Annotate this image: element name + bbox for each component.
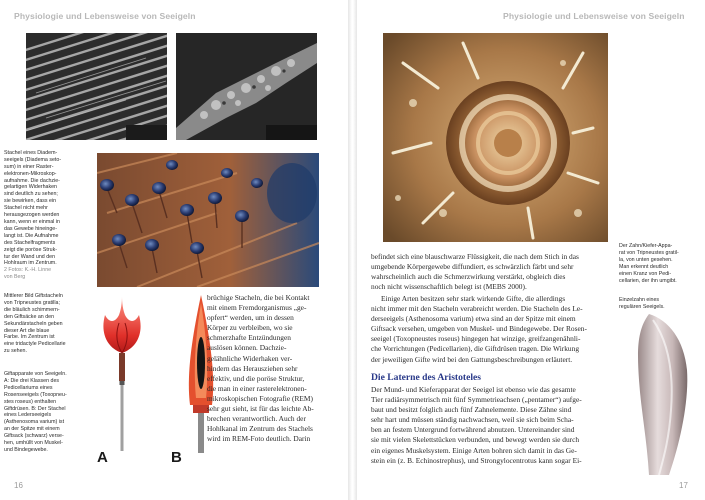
jaw-apparatus-image (383, 33, 608, 242)
diagram-pedicellaria (97, 293, 147, 463)
section-heading-aristotle-lantern: Die Laterne des Aristoteles (371, 372, 482, 383)
sem-fragment-image (176, 33, 317, 140)
poison-spines-photo (97, 153, 319, 287)
jaw-apparatus-photo (383, 33, 608, 242)
diagram-label-a: A (97, 449, 108, 466)
right-page (357, 0, 705, 500)
single-tooth-image (619, 310, 703, 480)
poison-spines-image (97, 153, 319, 287)
book-gutter (348, 0, 357, 500)
caption-single-tooth: Einzelzahn eines regulären Seeigels. (619, 297, 665, 310)
left-body-text: brüchige Stacheln, die bei Kontakt mit einem Fremdorganismus „ge- opfert“ werden, um in dessen Körper zu verbleiben, wo sie schmerzhafte Entzündungen auslösen können. Dachzie- gelähnliche Widerhaken ver- hindern das Herausziehen sehr effektiv, und die poröse Struktur, die man in einer rasterelektronen- mikroskopischen Fotografie (REM) sehr gut sieht, ist für das leichte Ab- brechen verantwortlich. Auch der Hohlkanal im Zentrum des Stachels wird im REM-Foto deutlich. Darin (207, 293, 314, 444)
left-running-head: Physiologie und Lebensweise von Seeigeln (14, 11, 196, 21)
right-body-text-3: Der Mund- und Kieferapparat der Seeigel ist ebenso wie das gesamte Tier radiärsymmetrisch mit fünf Symmetrieachsen („pentamer“) aufge- baut und besitzt folglich auch fünf Zahnelemente. Diese Zähne sind sehr hart und müssen ständig nachwachsen, weil sie sich beim Scha- ben an festem Untergrund fortwährend abnutzen. Untereinander sind sie mit vielen Skelettstücken verbunden, und bewegt werden sie durch ein eigenes Muskelsystem. Einige Arten bohren sich damit in das Ge- stein ein (z. B. Echinostrephus), und Strongylocentrotus kann sogar Ei- (371, 385, 582, 465)
diagram-label-b: B (171, 449, 182, 466)
right-running-head: Physiologie und Lebensweise von Seeigeln (503, 11, 685, 21)
right-folio: 17 (679, 481, 688, 490)
sem-spine-photo (26, 33, 167, 140)
caption-poison-apparatus: Giftapparate von Seeigeln. A: Die drei Klassen des Pedicellariums eines Rosenseeigels (Toxopneu- stes roseus) enthalten Giftdrüsen. B: Der Stachel eines Lederseeigels (Asthenosoma varium) ist an der Spitze mit einem Giftsack (schwarz) verse- hen, umhüllt von Muskel- und Bindegewebe. (4, 371, 67, 453)
left-page (0, 0, 348, 500)
caption-jaw-apparatus: Der Zahn/Kiefer-Appa- rat von Tripneustes gratil- la, von unten gesehen. Man erkennt deutlich einen Kranz von Pedi- cellarien, der ihn umgibt. (619, 243, 679, 284)
caption-sem-spine (4, 143, 94, 281)
right-body-text-2: Einige Arten besitzen sehr stark wirkende Gifte, die allerdings nicht immer mit den Stacheln verabreicht werden. Die Stacheln des Le- derseeigels (Asthenosoma varium) etwa sind an der Spitze mit einem Giftsack versehen, umgeben von Muskel- und Bindegewebe. Der Rosen- seeigel (Toxopneustes roseus) hingegen hat winzige, greifzangenähnli- che Vorrichtungen (Pedicellarien), die Giftdrüsen tragen. Die Wirkung der jeweiligen Gifte wird bei den Gattungsbeschreibungen erläutert. (371, 294, 587, 364)
sem-fragment-photo (176, 33, 317, 140)
right-body-text-1: befindet sich eine blauschwarze Flüssigkeit, die nach dem Stich in das umgebende Körpergewebe diffundiert, es schwärzlich färbt und sehr wahrscheinlich auch die Schmerzwirkung verstärkt, obgleich dies noch nicht wissenschaftlich belegt ist (MEBS 2000). (371, 252, 579, 292)
photo-credit: 2 Fotos: K.-H. Linne von Berg (4, 267, 52, 281)
left-folio: 16 (14, 481, 23, 490)
caption-sem-spine-text: Stachel eines Diadem- seeigels (Diadema seto- sum) in einer Raster- elektronen-Mikroskop- aufnahme. Die dachzie- gelartigen Widerhaken sind deutlich zu sehen; sie bewirken, dass ein Stachel nicht mehr herausgezogen werden kann, wenn er einmal in das Gewebe hineinge- langt ist. Die Aufnahme des Stachelfragments zeigt die poröse Struk- tur der Wand und den Hohlraum im Zentrum. (4, 149, 62, 267)
sem-spine-image (26, 33, 167, 140)
caption-poison-spines: Mittlerer Bild Giftstacheln von Tripneustes gratilla; die bläulich schimmern- den Giftsäcke an den Sekundärstacheln geben dieser Art die blaue Farbe. Im Zentrum ist eine tridactyle Pedicellarie zu sehen. (4, 293, 66, 355)
